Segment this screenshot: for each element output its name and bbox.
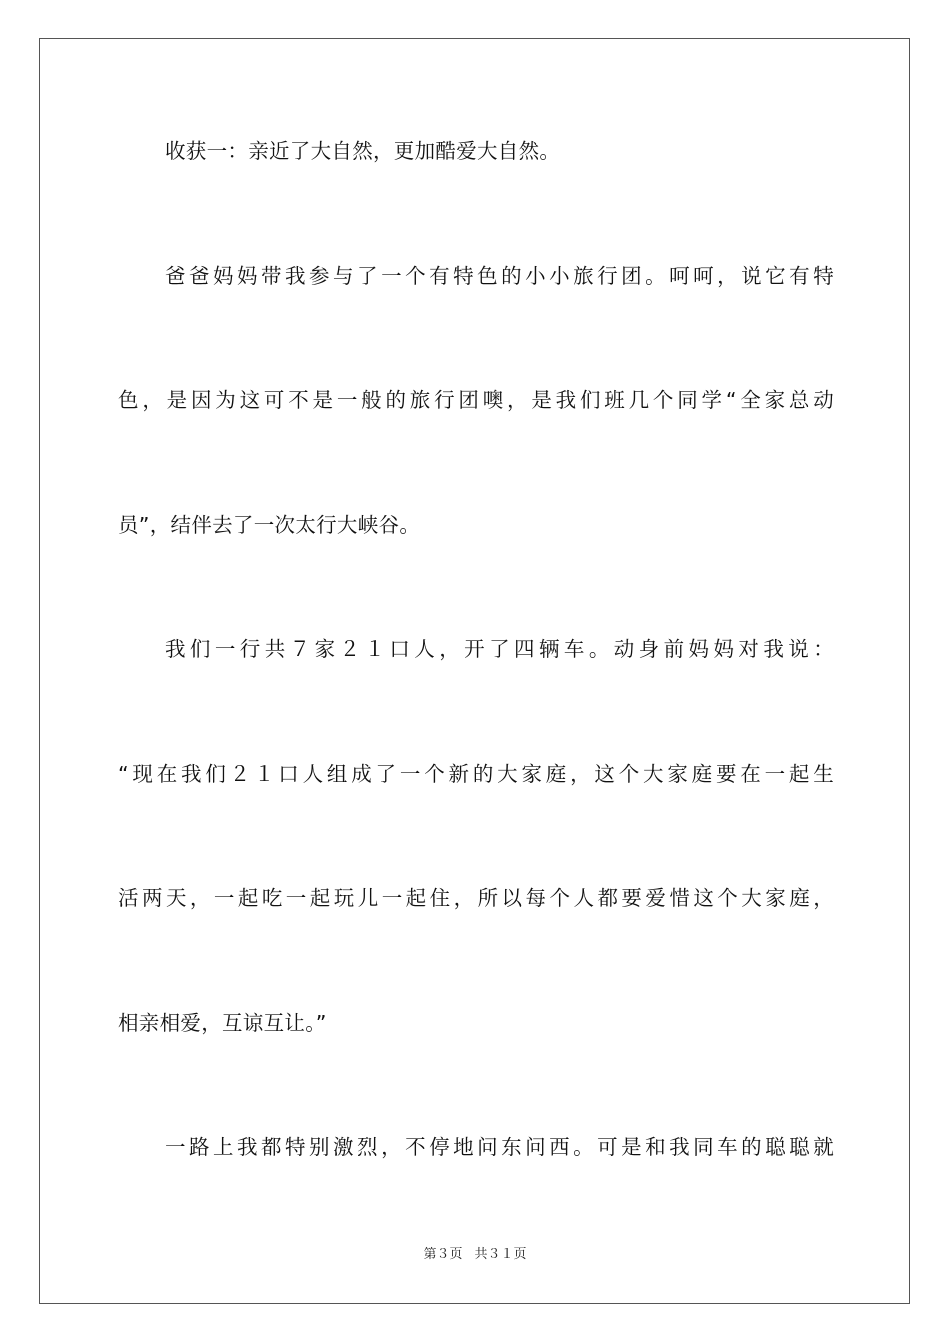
text-line-5: 我们一行共７家２１口人，开了四辆车。动身前妈妈对我说： [165,637,834,661]
text-line-2: 爸爸妈妈带我参与了一个有特色的小小旅行团。呵呵，说它有特 [165,264,834,288]
page-border [39,38,910,1304]
text-line-1: 收获一：亲近了大自然，更加酷爱大自然。 [165,139,561,163]
text-line-3: 色，是因为这可不是一般的旅行团噢，是我们班几个同学“全家总动 [118,388,834,412]
page-total: 共３１页 [474,1247,527,1262]
page-number: 第３页 [423,1247,463,1262]
text-line-9: 一路上我都特别激烈，不停地问东问西。可是和我同车的聪聪就 [165,1135,834,1159]
text-line-8: 相亲相爱，互谅互让。” [118,1011,327,1035]
text-line-4: 员”，结伴去了一次太行大峡谷。 [118,513,421,537]
text-line-7: 活两天，一起吃一起玩儿一起住，所以每个人都要爱惜这个大家庭， [118,886,834,910]
text-line-6: “现在我们２１口人组成了一个新的大家庭，这个大家庭要在一起生 [118,762,834,786]
page-footer [0,1246,950,1264]
